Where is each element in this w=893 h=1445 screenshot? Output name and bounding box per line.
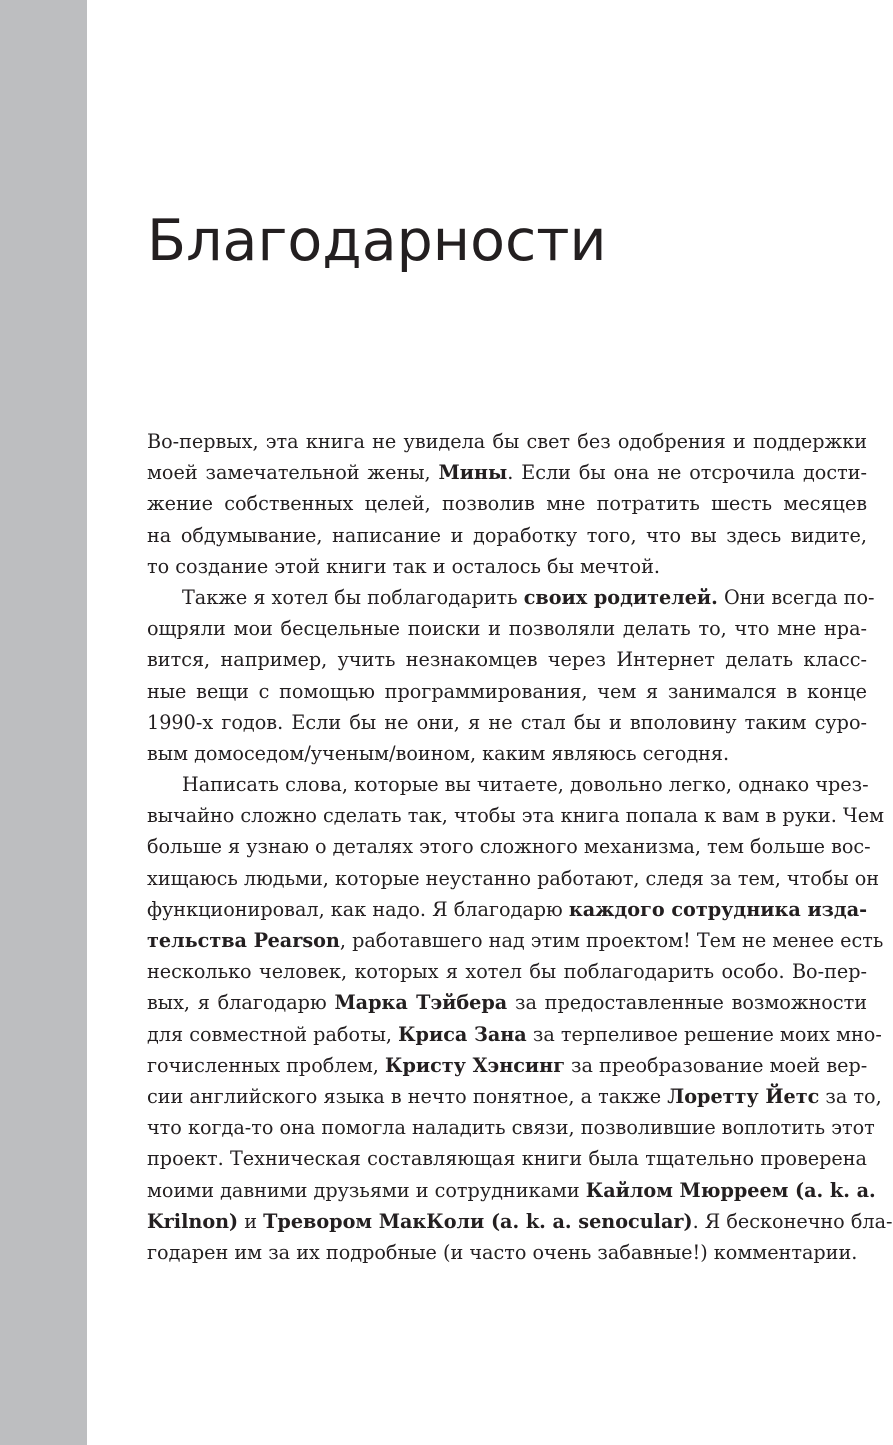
text-line <box>147 488 867 519</box>
text-span: за то, <box>819 1084 882 1108</box>
text-span: годарен им за их подробные (и часто очень забавные!) комментарии. <box>147 1240 858 1264</box>
text-line <box>147 956 867 987</box>
text-span: вых, я благодарю <box>147 991 335 1015</box>
bold-name: Лоретту Йетс <box>667 1084 820 1108</box>
bold-name: Марка Тэйбера <box>334 991 508 1015</box>
text-line <box>147 925 884 956</box>
text-span: вым домоседом/ученым/воином, каким являюсь сегодня. <box>147 741 730 765</box>
text-span: моей замечательной жены, <box>147 461 439 485</box>
text-line <box>147 520 867 551</box>
text-span: Во-первых, эта книга не увидела бы свет без одобрения и поддержки <box>147 430 867 453</box>
text-span: вится, например, учить незнакомцев через Интернет делать класс- <box>147 648 867 672</box>
text-span: хищаюсь людьми, которые неустанно работают, следя за тем, чтобы он <box>147 866 880 890</box>
text-span: на обдумывание, написание и доработку того, что вы здесь видите, <box>147 523 867 547</box>
acknowledgements-body <box>147 426 893 1268</box>
text-line <box>147 863 880 894</box>
text-line <box>147 613 867 644</box>
text-span: проект. Техническая составляющая книги была тщательно проверена <box>147 1147 867 1171</box>
bold-name: Тревором МакКоли (a. k. a. senocular) <box>263 1209 693 1233</box>
page-title: Благодарности <box>147 208 607 274</box>
bold-name: Кайлом Мюрреем (a. k. a. <box>585 1178 876 1202</box>
text-line <box>147 1050 867 1081</box>
text-span: то создание этой книги так и осталось бы мечтой. <box>147 554 660 578</box>
text-line <box>147 551 867 582</box>
text-span: ные вещи с помощью программирования, чем я занимался в конце <box>147 679 867 703</box>
text-line <box>147 987 867 1018</box>
text-span: и <box>238 1209 264 1233</box>
text-span: . Я бесконечно бла- <box>692 1209 893 1233</box>
text-span: функционировал, как надо. Я благодарю <box>147 897 569 921</box>
bold-name: каждого сотрудника изда- <box>568 897 868 921</box>
text-span: для совместной работы, <box>147 1022 399 1046</box>
bold-name: Криса Зана <box>398 1022 527 1046</box>
text-span: , работавшего над этим проектом! Тем не менее есть <box>339 929 884 952</box>
text-span: 1990-х годов. Если бы не они, я не стал бы и вполовину таким суро- <box>147 710 867 734</box>
text-line <box>147 769 867 800</box>
text-span: сии английского языка в нечто понятное, а также <box>147 1084 668 1108</box>
text-line <box>147 1019 882 1050</box>
text-line <box>147 582 875 613</box>
text-span: что когда-то она помогла наладить связи, позволившие воплотить этот <box>147 1116 875 1140</box>
text-span: за терпеливое решение моих мно- <box>526 1022 882 1046</box>
text-span: Написать слова, которые вы читаете, довольно легко, однако чрез- <box>182 773 869 797</box>
text-span: вычайно сложно сделать так, чтобы эта книга попала к вам в руки. Чем <box>147 804 885 828</box>
text-span: больше я узнаю о деталях этого сложного механизма, тем больше вос- <box>147 835 871 859</box>
text-line <box>147 707 867 738</box>
text-line <box>147 457 867 488</box>
text-line <box>147 1081 882 1112</box>
bold-name: Krilnon) <box>147 1209 239 1233</box>
bold-name: своих родителей. <box>523 585 718 609</box>
text-line <box>147 1175 876 1206</box>
text-line <box>147 676 867 707</box>
text-line <box>147 738 867 769</box>
text-span: гочисленных проблем, <box>147 1053 385 1077</box>
text-line <box>147 800 885 831</box>
text-line <box>147 644 867 675</box>
text-span: несколько человек, которых я хотел бы поблагодарить особо. Во-пер- <box>147 960 867 984</box>
text-line <box>147 1143 867 1174</box>
text-line <box>147 894 867 925</box>
text-span: за преобразование моей вер- <box>564 1053 868 1077</box>
text-span: . Если бы она не отсрочила дости- <box>507 461 867 485</box>
text-line <box>147 831 871 862</box>
bold-name: тельства Pearson <box>147 929 340 952</box>
text-span: за предоставленные возможности <box>507 991 868 1015</box>
bold-name: Мины <box>438 461 508 485</box>
text-span: Также я хотел бы поблагодарить <box>182 585 524 609</box>
text-span: ощряли мои бесцельные поиски и позволяли делать то, что мне нра- <box>147 617 867 641</box>
text-span: моими давними друзьями и сотрудниками <box>147 1178 586 1202</box>
page-side-band <box>0 0 87 1445</box>
text-line <box>147 1112 875 1143</box>
text-line <box>147 1206 893 1237</box>
bold-name: Кристу Хэнсинг <box>384 1053 565 1077</box>
text-line <box>147 426 867 457</box>
text-span: жение собственных целей, позволив мне потратить шесть месяцев <box>147 492 867 516</box>
text-span: Они всегда по- <box>717 585 875 609</box>
text-line <box>147 1237 867 1268</box>
